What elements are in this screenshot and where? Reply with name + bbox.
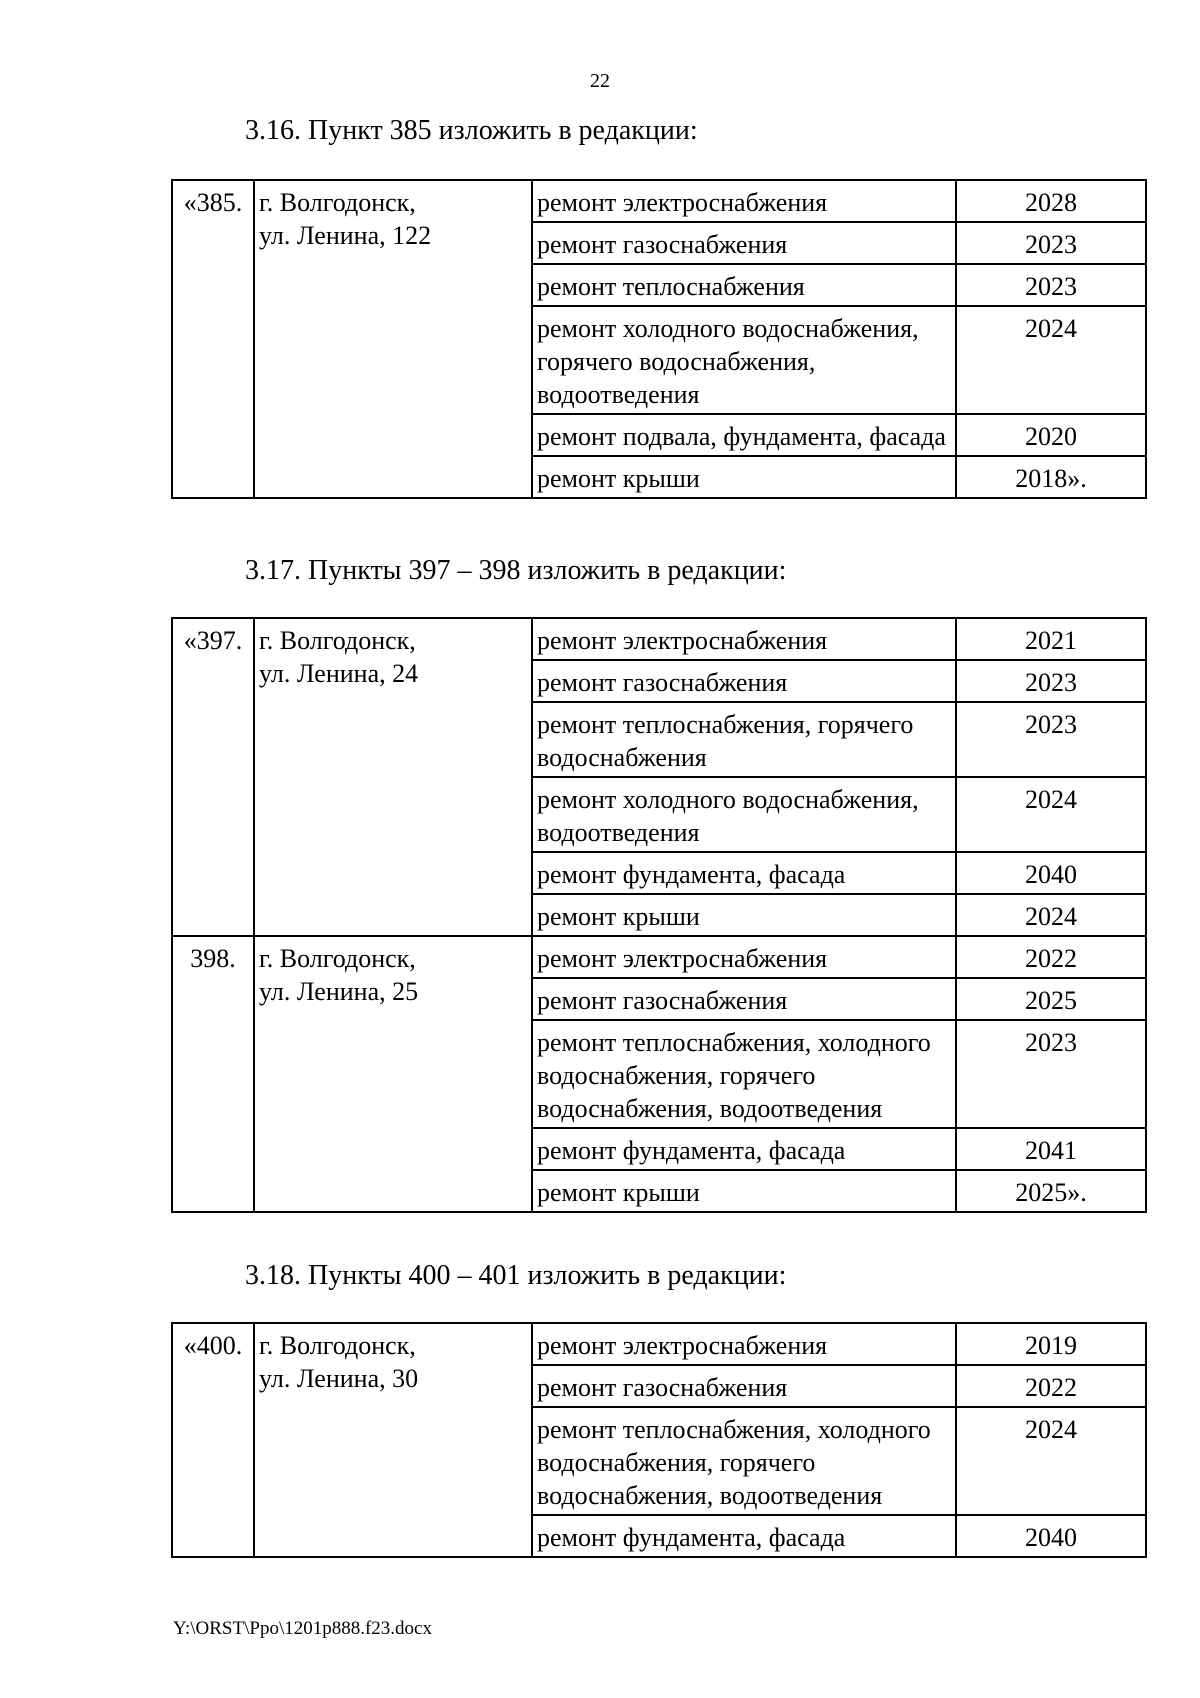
entry-number: 398.	[172, 936, 254, 1212]
address-street: ул. Ленина, 25	[259, 977, 419, 1006]
address-street: ул. Ленина, 24	[259, 659, 419, 688]
address-street: ул. Ленина, 30	[259, 1364, 419, 1393]
address-street: ул. Ленина, 122	[259, 221, 432, 250]
work-type: ремонт фундамента, фасада	[532, 1128, 956, 1170]
table-row	[172, 936, 1146, 978]
work-year: 2023	[956, 222, 1146, 264]
work-type: ремонт крыши	[532, 456, 956, 498]
entry-address	[254, 936, 532, 1212]
work-type: ремонт электроснабжения	[532, 1323, 956, 1365]
work-type: ремонт теплоснабжения	[532, 264, 956, 306]
work-year: 2023	[956, 1020, 1146, 1128]
entry-number: «397.	[172, 618, 254, 936]
work-year: 2021	[956, 618, 1146, 660]
work-type: ремонт газоснабжения	[532, 978, 956, 1020]
work-type: ремонт крыши	[532, 894, 956, 936]
table-row	[172, 180, 1146, 222]
address-city: г. Волгодонск,	[259, 188, 416, 217]
work-year: 2040	[956, 852, 1146, 894]
address-city: г. Волгодонск,	[259, 944, 416, 973]
entry-number: «385.	[172, 180, 254, 498]
entry-address	[254, 618, 532, 936]
work-type: ремонт газоснабжения	[532, 660, 956, 702]
work-type: ремонт газоснабжения	[532, 222, 956, 264]
work-type: ремонт электроснабжения	[532, 618, 956, 660]
work-type: ремонт теплоснабжения, горячего водоснабжения	[532, 702, 956, 777]
works-table	[171, 617, 1147, 1213]
work-type: ремонт электроснабжения	[532, 936, 956, 978]
work-year: 2023	[956, 264, 1146, 306]
document-path-footer: Y:\ORST\Ppo\1201p888.f23.docx	[173, 1618, 432, 1639]
work-year: 2019	[956, 1323, 1146, 1365]
work-type: ремонт крыши	[532, 1170, 956, 1212]
page-number: 22	[590, 70, 610, 92]
work-type: ремонт фундамента, фасада	[532, 1515, 956, 1557]
work-year: 2022	[956, 1365, 1146, 1407]
work-year: 2018».	[956, 456, 1146, 498]
work-type: ремонт холодного водоснабжения, горячего водоснабжения, водоотведения	[532, 306, 956, 414]
section-heading: 3.18. Пункты 400 – 401 изложить в редакции:	[245, 1260, 787, 1291]
works-table	[171, 1322, 1147, 1558]
work-year: 2028	[956, 180, 1146, 222]
work-type: ремонт фундамента, фасада	[532, 852, 956, 894]
section-heading: 3.17. Пункты 397 – 398 изложить в редакции:	[245, 555, 787, 586]
work-type: ремонт электроснабжения	[532, 180, 956, 222]
work-year: 2023	[956, 660, 1146, 702]
work-year: 2024	[956, 777, 1146, 852]
entry-number: «400.	[172, 1323, 254, 1557]
entry-address	[254, 1323, 532, 1557]
table-row	[172, 618, 1146, 660]
address-city: г. Волгодонск,	[259, 626, 416, 655]
work-type: ремонт подвала, фундамента, фасада	[532, 414, 956, 456]
work-year: 2041	[956, 1128, 1146, 1170]
work-type: ремонт теплоснабжения, холодного водоснабжения, горячего водоснабжения, водоотведения	[532, 1020, 956, 1128]
work-year: 2024	[956, 894, 1146, 936]
section-heading: 3.16. Пункт 385 изложить в редакции:	[245, 115, 698, 146]
work-year: 2040	[956, 1515, 1146, 1557]
work-year: 2022	[956, 936, 1146, 978]
works-table	[171, 179, 1147, 499]
work-year: 2025	[956, 978, 1146, 1020]
work-type: ремонт газоснабжения	[532, 1365, 956, 1407]
work-year: 2024	[956, 306, 1146, 414]
address-city: г. Волгодонск,	[259, 1331, 416, 1360]
entry-address	[254, 180, 532, 498]
work-year: 2023	[956, 702, 1146, 777]
work-year: 2025».	[956, 1170, 1146, 1212]
work-year: 2020	[956, 414, 1146, 456]
table-row	[172, 1323, 1146, 1365]
work-year: 2024	[956, 1407, 1146, 1515]
work-type: ремонт холодного водоснабжения, водоотведения	[532, 777, 956, 852]
work-type: ремонт теплоснабжения, холодного водоснабжения, горячего водоснабжения, водоотведения	[532, 1407, 956, 1515]
